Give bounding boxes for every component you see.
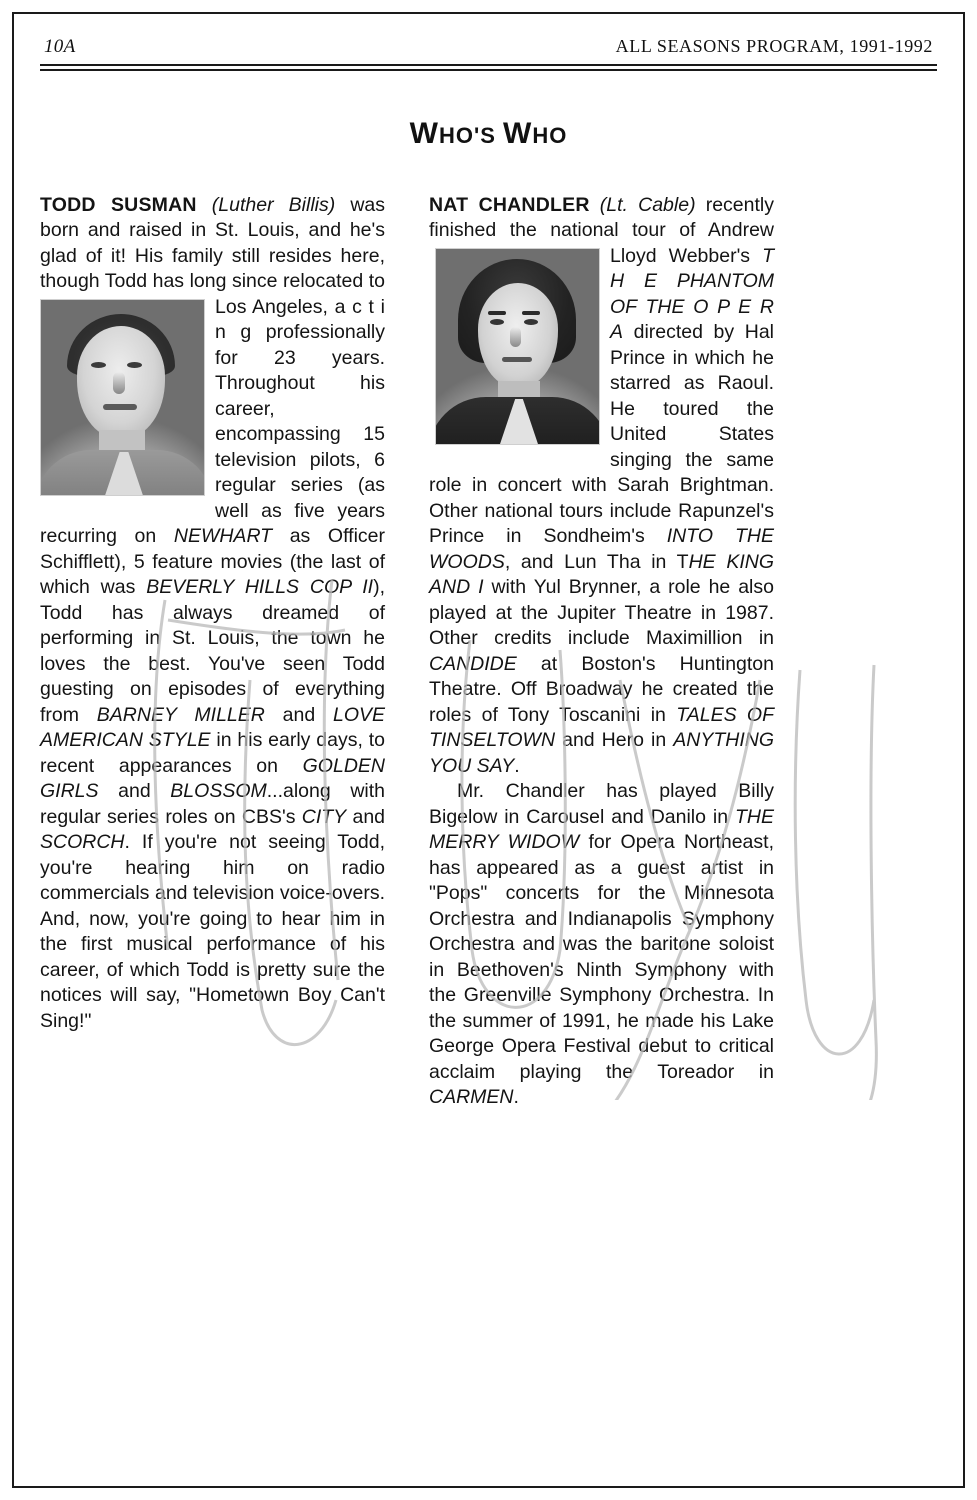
todd-susman-portrait [40,299,205,496]
bio-text-3: as Officer Schifflett), 5 feature movies (the last of which was [40,525,385,598]
bio-title-merry-widow: THE MERRY WIDOW [429,805,774,853]
bio-title-newhart: NEWHART [173,525,273,547]
bio-title-barney-miller: BARNEY MILLER [96,703,265,726]
bio-text-10: . If you're not seeing Todd, you're hearing him on radio commercials and television voice-overs. And, now, you're going to hear him in the first musical performance of his career, of which Todd is pretty sure the notices will say, "Hometown Boy Can't Sing!" [40,831,385,1032]
bio-title-candide: CANDIDE [429,652,517,675]
bio-r-text-7: . [514,754,520,777]
bio-title-king-and-i: HE KING AND I [429,550,774,598]
bio-title-golden-girls: GOLDEN GIRLS [40,754,385,802]
bio-title-anything-you-say: ANYTHING YOU SAY [429,729,774,777]
bio-r-text-4: with Yul Brynner, a role he also played at the Jupiter Theatre in 1987. Other credits include Maximillion in [429,576,774,649]
bio-r-text-2: directed by Hal Prince in which he starred as Raoul. He toured the United States singing the same role in concert with Sarah Brightman. Other national tours include Rapunzel's Prince in Sondheim's [429,321,774,547]
bio-r-p2-c: . [513,1086,519,1108]
title-cap-2: W [503,116,533,150]
bio-r-text-3: , and Lun Tha in T [504,550,689,573]
bio-title-carmen: CARMEN [429,1086,514,1108]
title-smallcaps-2: HO [532,122,568,148]
bio-title-beverly-hills-cop: BEVERLY HILLS COP II [146,576,374,598]
nat-chandler-portrait [435,248,600,445]
running-head [40,36,937,58]
bio-text-9: and [346,805,386,828]
bio-text-6: in his early days, to recent appearances on [40,729,385,777]
bio-role-chandler: (Lt. Cable) [599,193,696,216]
bio-role-susman: (Luther Billis) [211,193,336,216]
bio-paragraph-right-2 [429,779,774,1111]
bio-text-4: ), Todd has always dreamed of performing in St. Louis, the town he loves the best. You've seen Todd guesting on episodes of everything from [40,576,385,726]
bio-title-city: CITY [301,805,347,828]
title-cap-1: W [409,116,439,150]
bio-title-blossom: BLOSSOM [170,780,267,802]
bio-title-scorch: SCORCH [40,831,125,853]
bio-columns [40,193,937,1111]
bio-text-7: and [98,780,171,802]
title-smallcaps-1: HO'S [438,122,504,148]
bio-name-chandler: NAT CHANDLER [429,193,590,216]
bio-title-phantom: T H E PHANTOM OF THE O P E R A [610,244,774,343]
bio-r-text-1: recently finished the national tour of Andrew Lloyd Webber's [429,193,775,267]
bio-text-5: and [264,703,333,726]
page-title [40,117,937,151]
header-rules [40,64,937,71]
bio-text-1: was born and raised in St. Louis, and he's glad of it! His family still resides here, though Todd has long since relocated to Los Angeles, [40,193,385,318]
bio-paragraph-left [40,193,385,1035]
bio-todd-susman [40,193,385,1035]
bio-r-p2-a: Mr. Chandler has played Billy Bigelow in Carousel and Danilo in [429,780,774,828]
bio-nat-chandler [429,193,774,1111]
page-number: 10A [44,36,76,57]
bio-paragraph-right-1 [429,193,774,780]
running-title: ALL SEASONS PROGRAM, 1991-1992 [615,36,933,56]
bio-text-8: ...along with regular series roles on CBS's [40,780,386,828]
bio-text-2: a c t i n g professionally for 23 years. Throughout his career, encompassing 15 television pilots, 6 regular series (as well as five years recurring on [40,295,385,547]
rule-thin [40,69,937,71]
bio-r-text-6: and Hero in [555,729,674,751]
bio-name-susman: TODD SUSMAN [40,193,197,216]
bio-title-tales-of-tinseltown: TALES OF TINSELTOWN [429,703,775,751]
bio-title-love-american-style: LOVE AMERICAN STYLE [40,703,385,751]
bio-r-text-5: at Boston's Huntington Theatre. Off Broadway he created the roles of Tony Toscanini in [429,652,774,726]
bio-title-into-the-woods: INTO THE WOODS [429,525,774,573]
page-content [40,36,937,1470]
bio-r-p2-b: for Opera Northeast, has appeared as a guest artist in "Pops" concerts for the Minnesota Orchestra and Indianapolis Symphony Orchestra and was the baritone soloist in Beethoven's Ninth Symphony with the Greenville Symphony Orchestra. In the summer of 1991, he made his Lake George Opera Festival debut to critical acclaim playing the Toreador in [429,831,774,1083]
